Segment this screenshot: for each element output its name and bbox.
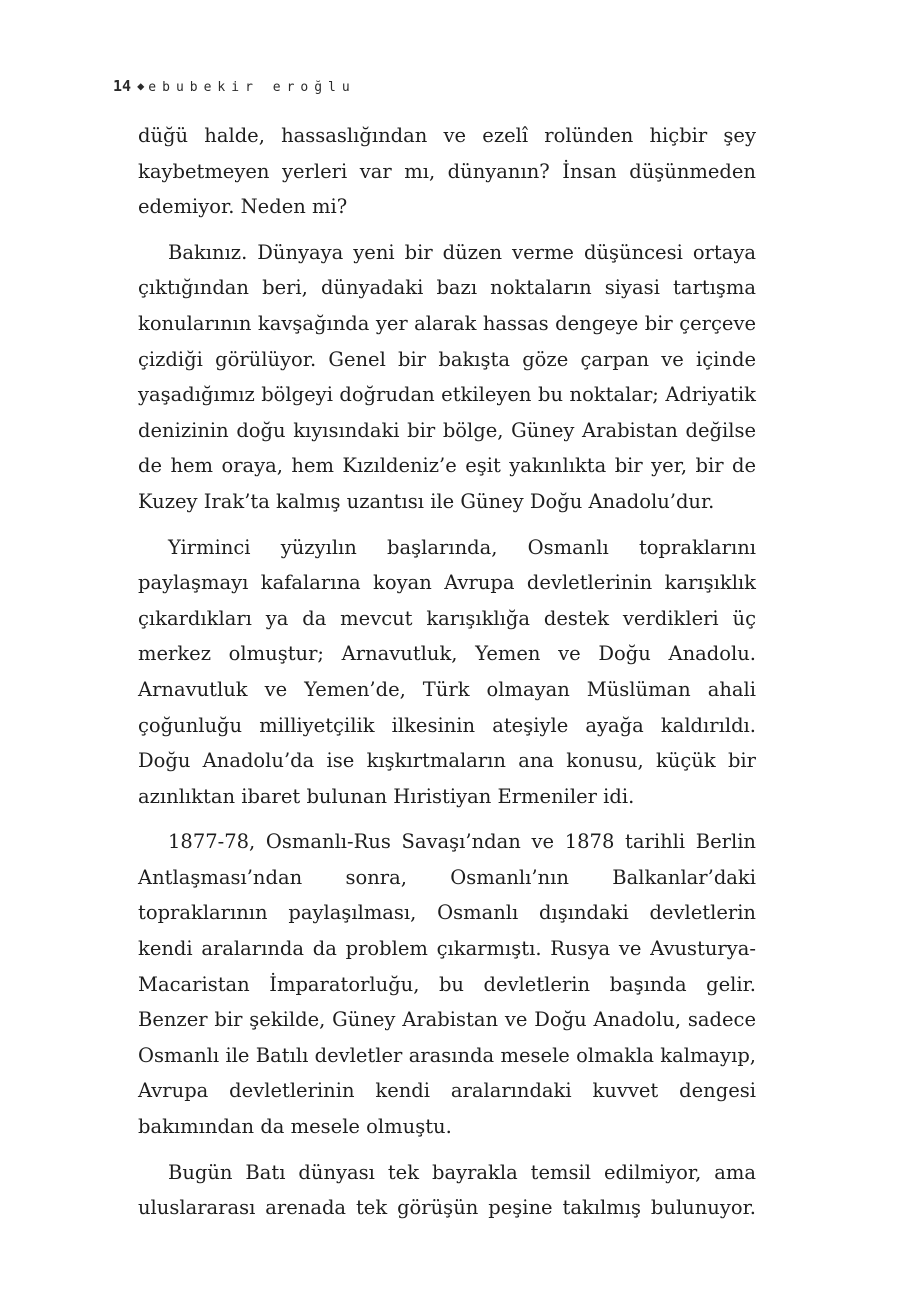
running-head-author: ebubekir eroğlu (148, 80, 356, 95)
paragraph: Yirminci yüzyılın başlarında, Osmanlı topraklarını paylaşmayı kafalarına koyan Avrupa devletlerinin karışıklık çıkardıkları ya da mevcut karışıklığa destek verdikleri üç merkez olmuştur; Arnavutluk, Yemen ve Doğu Anadolu. Arnavutluk ve Yemen’de, Türk olmayan Müslüman ahali çoğunluğu milliyetçilik ilkesinin ateşiyle ayağa kaldırıldı. Doğu Anadolu’da ise kışkırtmaların ana konusu, küçük bir azınlıktan ibaret bulunan Hıristiyan Ermeniler idi. (138, 535, 756, 808)
page-number: 14 (113, 77, 132, 95)
paragraph-continued: düğü halde, hassaslığından ve ezelî rolünden hiçbir şey kaybetmeyen yerleri var mı, dünyanın? İnsan düşünmeden edemiyor. Neden mi? (138, 124, 756, 219)
diamond-separator-icon: ◆ (137, 79, 145, 93)
paragraph: Bakınız. Dünyaya yeni bir düzen verme düşüncesi ortaya çıktığından beri, dünyadaki bazı noktaların siyasi tartışma konularının kavşağında yer alarak hassas dengeye bir çerçeve çizdiği görülüyor. Genel bir bakışta göze çarpan ve içinde yaşadığımız bölgeyi doğrudan etkileyen bu noktalar; Adriyatik denizinin doğu kıyısındaki bir bölge, Güney Arabistan değilse de hem oraya, hem Kızıldeniz’e eşit yakınlıkta bir yer, bir de Kuzey Irak’ta kalmış uzantısı ile Güney Doğu Anadolu’dur. (138, 240, 756, 513)
running-head (113, 76, 356, 98)
paragraph: 1877-78, Osmanlı-Rus Savaşı’ndan ve 1878 tarihli Berlin Antlaşması’ndan sonra, Osmanlı’nın Balkanlar’daki topraklarının paylaşılması, Osmanlı dışındaki devletlerin kendi aralarında da problem çıkarmıştı. Rusya ve Avusturya-Macaristan İmparatorluğu, bu devletlerin başında gelir. Benzer bir şekilde, Güney Arabistan ve Doğu Anadolu, sadece Osmanlı ile Batılı devletler arasında mesele olmakla kalmayıp, Avrupa devletlerinin kendi aralarındaki kuvvet dengesi bakımından da mesele olmuştu. (138, 830, 756, 1139)
paragraph: Bugün Batı dünyası tek bayrakla temsil edilmiyor, ama uluslararası arenada tek görüşün peşine takılmış bulunuyor. (138, 1160, 756, 1220)
body-text (138, 118, 756, 1236)
